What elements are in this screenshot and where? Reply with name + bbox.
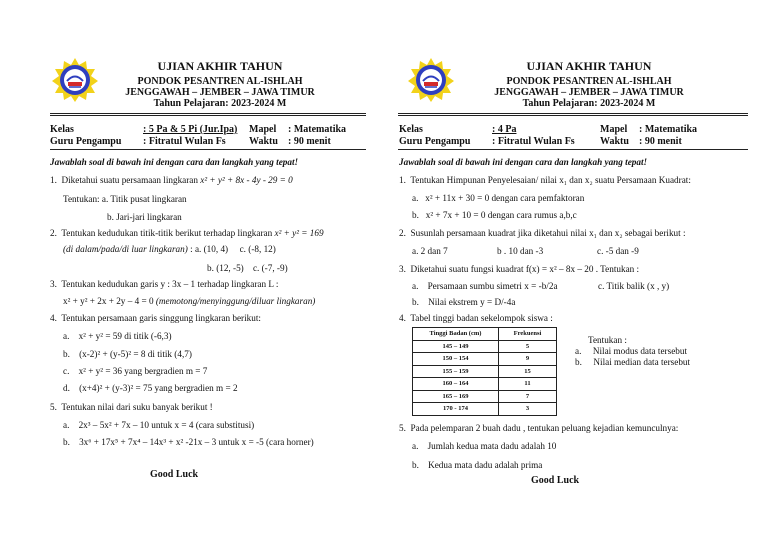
school-name: PONDOK PESANTREN AL-ISHLAH bbox=[506, 76, 672, 87]
question-text: Susunlah persamaan kuadrat jika diketahui nilai x₁ dan x₂ sebagai berikut : bbox=[410, 228, 686, 238]
question-text: Tentukan nilai dari suku banyak berikut ! bbox=[61, 402, 213, 412]
item-text: Jumlah kedua mata dadu adalah 10 bbox=[427, 441, 557, 451]
equation: x² + y² + 2x + 2y – 4 = 0 bbox=[63, 296, 154, 306]
kelas-value: : 5 Pa & 5 Pi (Jur.Ipa) bbox=[143, 124, 238, 135]
item-label: b. bbox=[575, 357, 582, 367]
guru-label: Guru Pengampu bbox=[50, 136, 122, 147]
position-options: (di dalam/pada/di luar lingkaran) bbox=[63, 244, 188, 254]
item-text: Nilai ekstrem y = D/-4a bbox=[428, 297, 516, 307]
instruction: Jawablah soal di bawah ini dengan cara dan langkah yang tepat! bbox=[50, 157, 299, 167]
question-1-part-a: Tentukan: a. Titik pusat lingkaran bbox=[63, 194, 187, 204]
table-header: Tinggi Badan (cm) bbox=[413, 328, 499, 341]
good-luck: Good Luck bbox=[531, 475, 580, 486]
polynomial: 3x⁶ + 17x⁵ + 7x⁴ – 14x³ + x² -21x – 3 untuk x = -5 (cara horner) bbox=[79, 437, 314, 447]
question-text: Pada pelemparan 2 buah dadu , tentukan peluang kejadian kemunculnya: bbox=[410, 423, 679, 433]
item-label: c. bbox=[63, 366, 70, 376]
item-label: a. bbox=[63, 331, 70, 341]
mapel-value: : Matematika bbox=[639, 124, 698, 135]
question-4 bbox=[50, 313, 261, 323]
good-luck: Good Luck bbox=[150, 469, 199, 480]
academic-year: Tahun Pelajaran: 2023-2024 M bbox=[522, 98, 656, 109]
item-text: Persamaan sumbu simetri x = -b/2a bbox=[427, 281, 558, 291]
question-text: Tentukan Himpunan Penyelesaian/ nilai x₁ dan x₂ suatu Persamaan Kuadrat: bbox=[410, 175, 691, 185]
table-cell: 150 – 154 bbox=[413, 353, 499, 366]
waktu-label: Waktu bbox=[249, 136, 278, 147]
exam-page-right bbox=[384, 0, 768, 543]
item-detail: yang bergradien m = 7 bbox=[122, 366, 208, 376]
table-cell: 11 bbox=[499, 378, 557, 391]
question-text: Diketahui suatu persamaan lingkaran bbox=[61, 175, 198, 185]
question-4-item bbox=[63, 349, 192, 359]
question-2-option-a: a. 2 dan 7 bbox=[412, 246, 448, 256]
waktu-value: : 90 menit bbox=[288, 136, 331, 147]
question-2-option-b: b . 10 dan -3 bbox=[497, 246, 544, 256]
question-5-part-b bbox=[63, 437, 314, 447]
header-divider bbox=[50, 115, 366, 116]
question-4-item bbox=[63, 331, 172, 341]
question-number: 2. bbox=[399, 228, 406, 238]
table-row bbox=[413, 353, 557, 366]
table-header: Frekuensi bbox=[499, 328, 557, 341]
height-frequency-table bbox=[412, 327, 557, 416]
question-4-part-b bbox=[575, 357, 690, 367]
table-row bbox=[413, 403, 557, 416]
question-text: Diketahui suatu fungsi kuadrat f(x) = x² – 8x – 20 . Tentukan : bbox=[410, 264, 640, 274]
guru-label: Guru Pengampu bbox=[399, 136, 471, 147]
meta-divider bbox=[398, 149, 748, 150]
question-1 bbox=[399, 175, 691, 185]
question-3-part-a bbox=[412, 281, 558, 291]
question-2-options bbox=[63, 244, 276, 254]
question-number: 1. bbox=[399, 175, 406, 185]
item-label: b. bbox=[63, 437, 70, 447]
table-row bbox=[413, 365, 557, 378]
waktu-label: Waktu bbox=[600, 136, 629, 147]
question-3-equation bbox=[63, 296, 315, 306]
header-divider bbox=[398, 115, 748, 116]
question-4-item bbox=[63, 383, 238, 393]
school-name: PONDOK PESANTREN AL-ISHLAH bbox=[137, 76, 303, 87]
item-label: a. bbox=[575, 346, 582, 356]
question-3-part-b bbox=[412, 297, 515, 307]
table-cell: 15 bbox=[499, 365, 557, 378]
question-2 bbox=[399, 228, 686, 238]
item-label: d. bbox=[63, 383, 70, 393]
question-text: Tentukan persamaan garis singgung lingkaran berikut: bbox=[61, 313, 261, 323]
question-number: 3. bbox=[399, 264, 406, 274]
question-5-part-a bbox=[63, 420, 254, 430]
table-row bbox=[413, 390, 557, 403]
item-text: Nilai modus data tersebut bbox=[592, 346, 688, 356]
polynomial: 2x³ – 5x² + 7x – 10 untuk x = 4 (cara substitusi) bbox=[78, 420, 255, 430]
equation: x² + y² + 8x - 4y - 29 = 0 bbox=[200, 175, 293, 185]
point-d: c. (-7, -9) bbox=[252, 263, 288, 273]
question-2-option-c: c. -5 dan -9 bbox=[597, 246, 639, 256]
mapel-label: Mapel bbox=[600, 124, 628, 135]
exam-title: UJIAN AKHIR TAHUN bbox=[526, 59, 652, 73]
question-number: 5. bbox=[50, 402, 57, 412]
question-number: 4. bbox=[50, 313, 57, 323]
question-2-points-2 bbox=[207, 263, 288, 273]
question-text: Tabel tinggi badan sekelompok siswa : bbox=[410, 313, 553, 323]
table-row bbox=[413, 340, 557, 353]
table-row bbox=[413, 378, 557, 391]
question-number: 2. bbox=[50, 228, 57, 238]
table-cell: 9 bbox=[499, 353, 557, 366]
item-label: b. bbox=[412, 297, 419, 307]
school-address: JENGGAWAH – JEMBER – JAWA TIMUR bbox=[125, 87, 315, 98]
question-4-part-a bbox=[575, 346, 687, 356]
item-text: Kedua mata dadu adalah prima bbox=[428, 460, 543, 470]
meta-divider bbox=[50, 149, 366, 150]
header-divider bbox=[50, 113, 366, 114]
table-cell: 155 – 159 bbox=[413, 365, 499, 378]
question-3-part-c: c. Titik balik (x , y) bbox=[598, 281, 670, 291]
position-options: (memotong/menyinggung/diluar lingkaran) bbox=[155, 296, 316, 306]
question-4 bbox=[399, 313, 553, 323]
item-label: a. bbox=[63, 420, 70, 430]
item-label: a. bbox=[412, 193, 419, 203]
equation: x² + 7x + 10 = 0 dengan cara rumus a,b,c bbox=[425, 210, 577, 220]
question-number: 1. bbox=[50, 175, 57, 185]
question-number: 3. bbox=[50, 279, 57, 289]
equation: x² + y² = 59 bbox=[78, 331, 122, 341]
academic-year: Tahun Pelajaran: 2023-2024 M bbox=[153, 98, 287, 109]
mapel-value: : Matematika bbox=[288, 124, 347, 135]
question-5-part-a bbox=[412, 441, 556, 451]
equation: x² + y² = 169 bbox=[274, 228, 324, 238]
kelas-label: Kelas bbox=[399, 124, 423, 135]
item-label: a. bbox=[412, 281, 419, 291]
question-1-part-b bbox=[412, 210, 577, 220]
equation: x² + y² = 36 bbox=[78, 366, 122, 376]
question-text: Tentukan kedudukan titik-titik berikut terhadap lingkaran bbox=[61, 228, 273, 238]
question-2 bbox=[50, 228, 324, 238]
kelas-label: Kelas bbox=[50, 124, 74, 135]
question-number: 4. bbox=[399, 313, 406, 323]
header-divider bbox=[398, 113, 748, 114]
item-text: Nilai median data tersebut bbox=[593, 357, 691, 367]
point-c: c. (-8, 12) bbox=[239, 244, 276, 254]
question-3 bbox=[50, 279, 279, 289]
item-detail: di titik (4,7) bbox=[145, 349, 192, 359]
question-4-item bbox=[63, 366, 207, 376]
instruction: Jawablah soal di bawah ini dengan cara dan langkah yang tepat! bbox=[399, 157, 648, 167]
table-cell: 170 - 174 bbox=[413, 403, 499, 416]
table-cell: 3 bbox=[499, 403, 557, 416]
question-5 bbox=[50, 402, 213, 412]
item-label: b. bbox=[412, 210, 419, 220]
question-1-part-a bbox=[412, 193, 584, 203]
exam-title: UJIAN AKHIR TAHUN bbox=[157, 59, 283, 73]
waktu-value: : 90 menit bbox=[639, 136, 682, 147]
school-address: JENGGAWAH – JEMBER – JAWA TIMUR bbox=[494, 87, 684, 98]
question-3 bbox=[399, 264, 639, 274]
guru-value: : Fitratul Wulan Fs bbox=[143, 136, 226, 147]
question-5-part-b bbox=[412, 460, 542, 470]
equation: x² + 11x + 30 = 0 dengan cara pemfaktoran bbox=[425, 193, 585, 203]
item-label: a. bbox=[412, 441, 419, 451]
question-5 bbox=[399, 423, 678, 433]
table-cell: 5 bbox=[499, 340, 557, 353]
guru-value: : Fitratul Wulan Fs bbox=[492, 136, 575, 147]
mapel-label: Mapel bbox=[249, 124, 277, 135]
equation: (x-2)² + (y-5)² = 8 bbox=[79, 349, 146, 359]
item-label: b. bbox=[63, 349, 70, 359]
equation: (x+4)² + (y-3)² = 75 bbox=[79, 383, 153, 393]
point-b: b. (12, -5) bbox=[207, 263, 244, 273]
item-detail: yang bergradien m = 2 bbox=[152, 383, 238, 393]
table-cell: 160 – 164 bbox=[413, 378, 499, 391]
table-cell: 145 – 149 bbox=[413, 340, 499, 353]
table-cell: 7 bbox=[499, 390, 557, 403]
table-cell: 165 – 169 bbox=[413, 390, 499, 403]
question-1 bbox=[50, 175, 293, 185]
point-a: : a. (10, 4) bbox=[190, 244, 229, 254]
item-label: b. bbox=[412, 460, 419, 470]
question-number: 5. bbox=[399, 423, 406, 433]
question-text: Tentukan kedudukan garis y : 3x – 1 terhadap lingkaran L : bbox=[61, 279, 279, 289]
item-detail: di titik (-6,3) bbox=[122, 331, 172, 341]
question-4-tentukan: Tentukan : bbox=[588, 335, 627, 345]
question-1-part-b: b. Jari-jari lingkaran bbox=[107, 212, 182, 222]
table-header-row bbox=[413, 328, 557, 341]
kelas-value: : 4 Pa bbox=[492, 124, 517, 135]
